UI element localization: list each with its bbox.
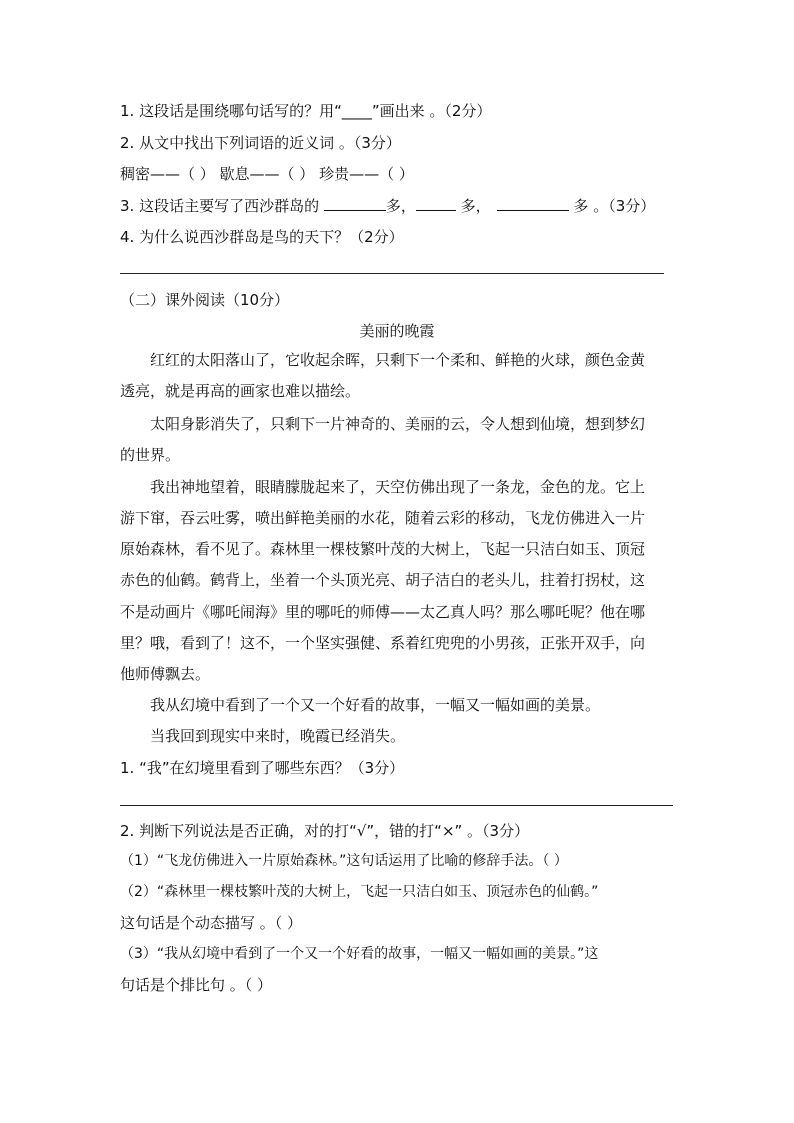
answer-blank-1[interactable] [324, 196, 386, 211]
judge-item-3: （3）“我从幻境中看到了一个又一个好看的故事，一幅又一幅如画的美景。”这 [120, 946, 599, 962]
question-1: 1. 这段话是围绕哪句话写的？用“____”画出来 。（2分） [120, 102, 492, 120]
synonym-words: 稠密——（ ） 歇息——（ ） 珍贵——（ ） [120, 165, 414, 183]
question-3-text-b: 多， [385, 197, 416, 215]
answer-blank-3[interactable] [497, 196, 569, 211]
passage-title: 美丽的晚霞 [359, 322, 435, 340]
passage-paragraph-3-line-5: 不是动画片《哪吒闹海》里的哪吒的师傅——太乙真人吗？那么哪吒呢？他在哪 [120, 603, 646, 621]
question-4: 4. 为什么说西沙群岛是鸟的天下？（2分） [120, 228, 404, 246]
passage-paragraph-3-line-6: 里？哦，看到了！这不，一个坚实强健、系着红兜兜的小男孩，正张开双手，向 [120, 634, 646, 652]
passage-paragraph-3: 我出神地望着，眼睛朦胧起来了，天空仿佛出现了一条龙，金色的龙。它上 [150, 478, 646, 496]
passage-paragraph-3-line-4: 赤色的仙鹤。鹤背上，坐着一个头顶光亮、胡子洁白的老头儿，拄着打拐杖，这 [120, 571, 646, 589]
question-2: 2. 从文中找出下列词语的近义词 。（3分） [120, 134, 401, 152]
answer-line-2[interactable] [120, 805, 673, 806]
question-3-text-a: 3. 这段话主要写了西沙群岛的 [120, 197, 324, 215]
passage-paragraph-3-line-2: 游下窜，吞云吐雾，喷出鲜艳美丽的水花，随着云彩的移动，飞龙仿佛进入一片 [120, 509, 646, 527]
question-3-text-c: 多， [455, 197, 491, 215]
question-3-text-d: 多 。（3分） [568, 197, 656, 215]
judge-item-2: （2）“森林里一棵枝繁叶茂的大树上，飞起一只洁白如玉、顶冠赤色的仙鹤。” [120, 884, 599, 900]
passage-paragraph-3-line-3: 原始森林，看不见了。森林里一棵枝繁叶茂的大树上，飞起一只洁白如玉、顶冠 [120, 540, 646, 558]
question-3 [120, 196, 655, 216]
passage-paragraph-4: 我从幻境中看到了一个又一个好看的故事，一幅又一幅如画的美景。 [150, 696, 601, 714]
judge-item-2-cont: 这句话是个动态描写 。（ ） [120, 914, 303, 932]
reading-question-1: 1. “我”在幻境里看到了哪些东西？（3分） [120, 759, 405, 777]
answer-line-1[interactable] [120, 273, 664, 274]
passage-paragraph-3-line-7: 他师傅飘去。 [120, 665, 211, 683]
passage-paragraph-2-cont: 的世界。 [120, 446, 181, 464]
passage-paragraph-1: 红红的太阳落山了，它收起余晖，只剩下一个柔和、鲜艳的火球，颜色金黄 [150, 351, 646, 369]
passage-paragraph-5: 当我回到现实中来时，晚霞已经消失。 [150, 727, 406, 745]
judge-item-3-cont: 句话是个排比句 。（ ） [120, 976, 273, 994]
passage-paragraph-2: 太阳身影消失了，只剩下一片神奇的、美丽的云，令人想到仙境，想到梦幻 [150, 415, 646, 433]
section-heading: （二）课外阅读（10分） [120, 291, 290, 309]
passage-paragraph-1-cont: 透亮，就是再高的画家也难以描绘。 [120, 382, 361, 400]
answer-blank-2[interactable] [416, 196, 456, 211]
reading-question-2: 2. 判断下列说法是否正确，对的打“√”，错的打“×” 。（3分） [120, 822, 530, 840]
judge-item-1: （1）“飞龙仿佛进入一片原始森林。”这句话运用了比喻的修辞手法。（ ） [120, 853, 568, 869]
